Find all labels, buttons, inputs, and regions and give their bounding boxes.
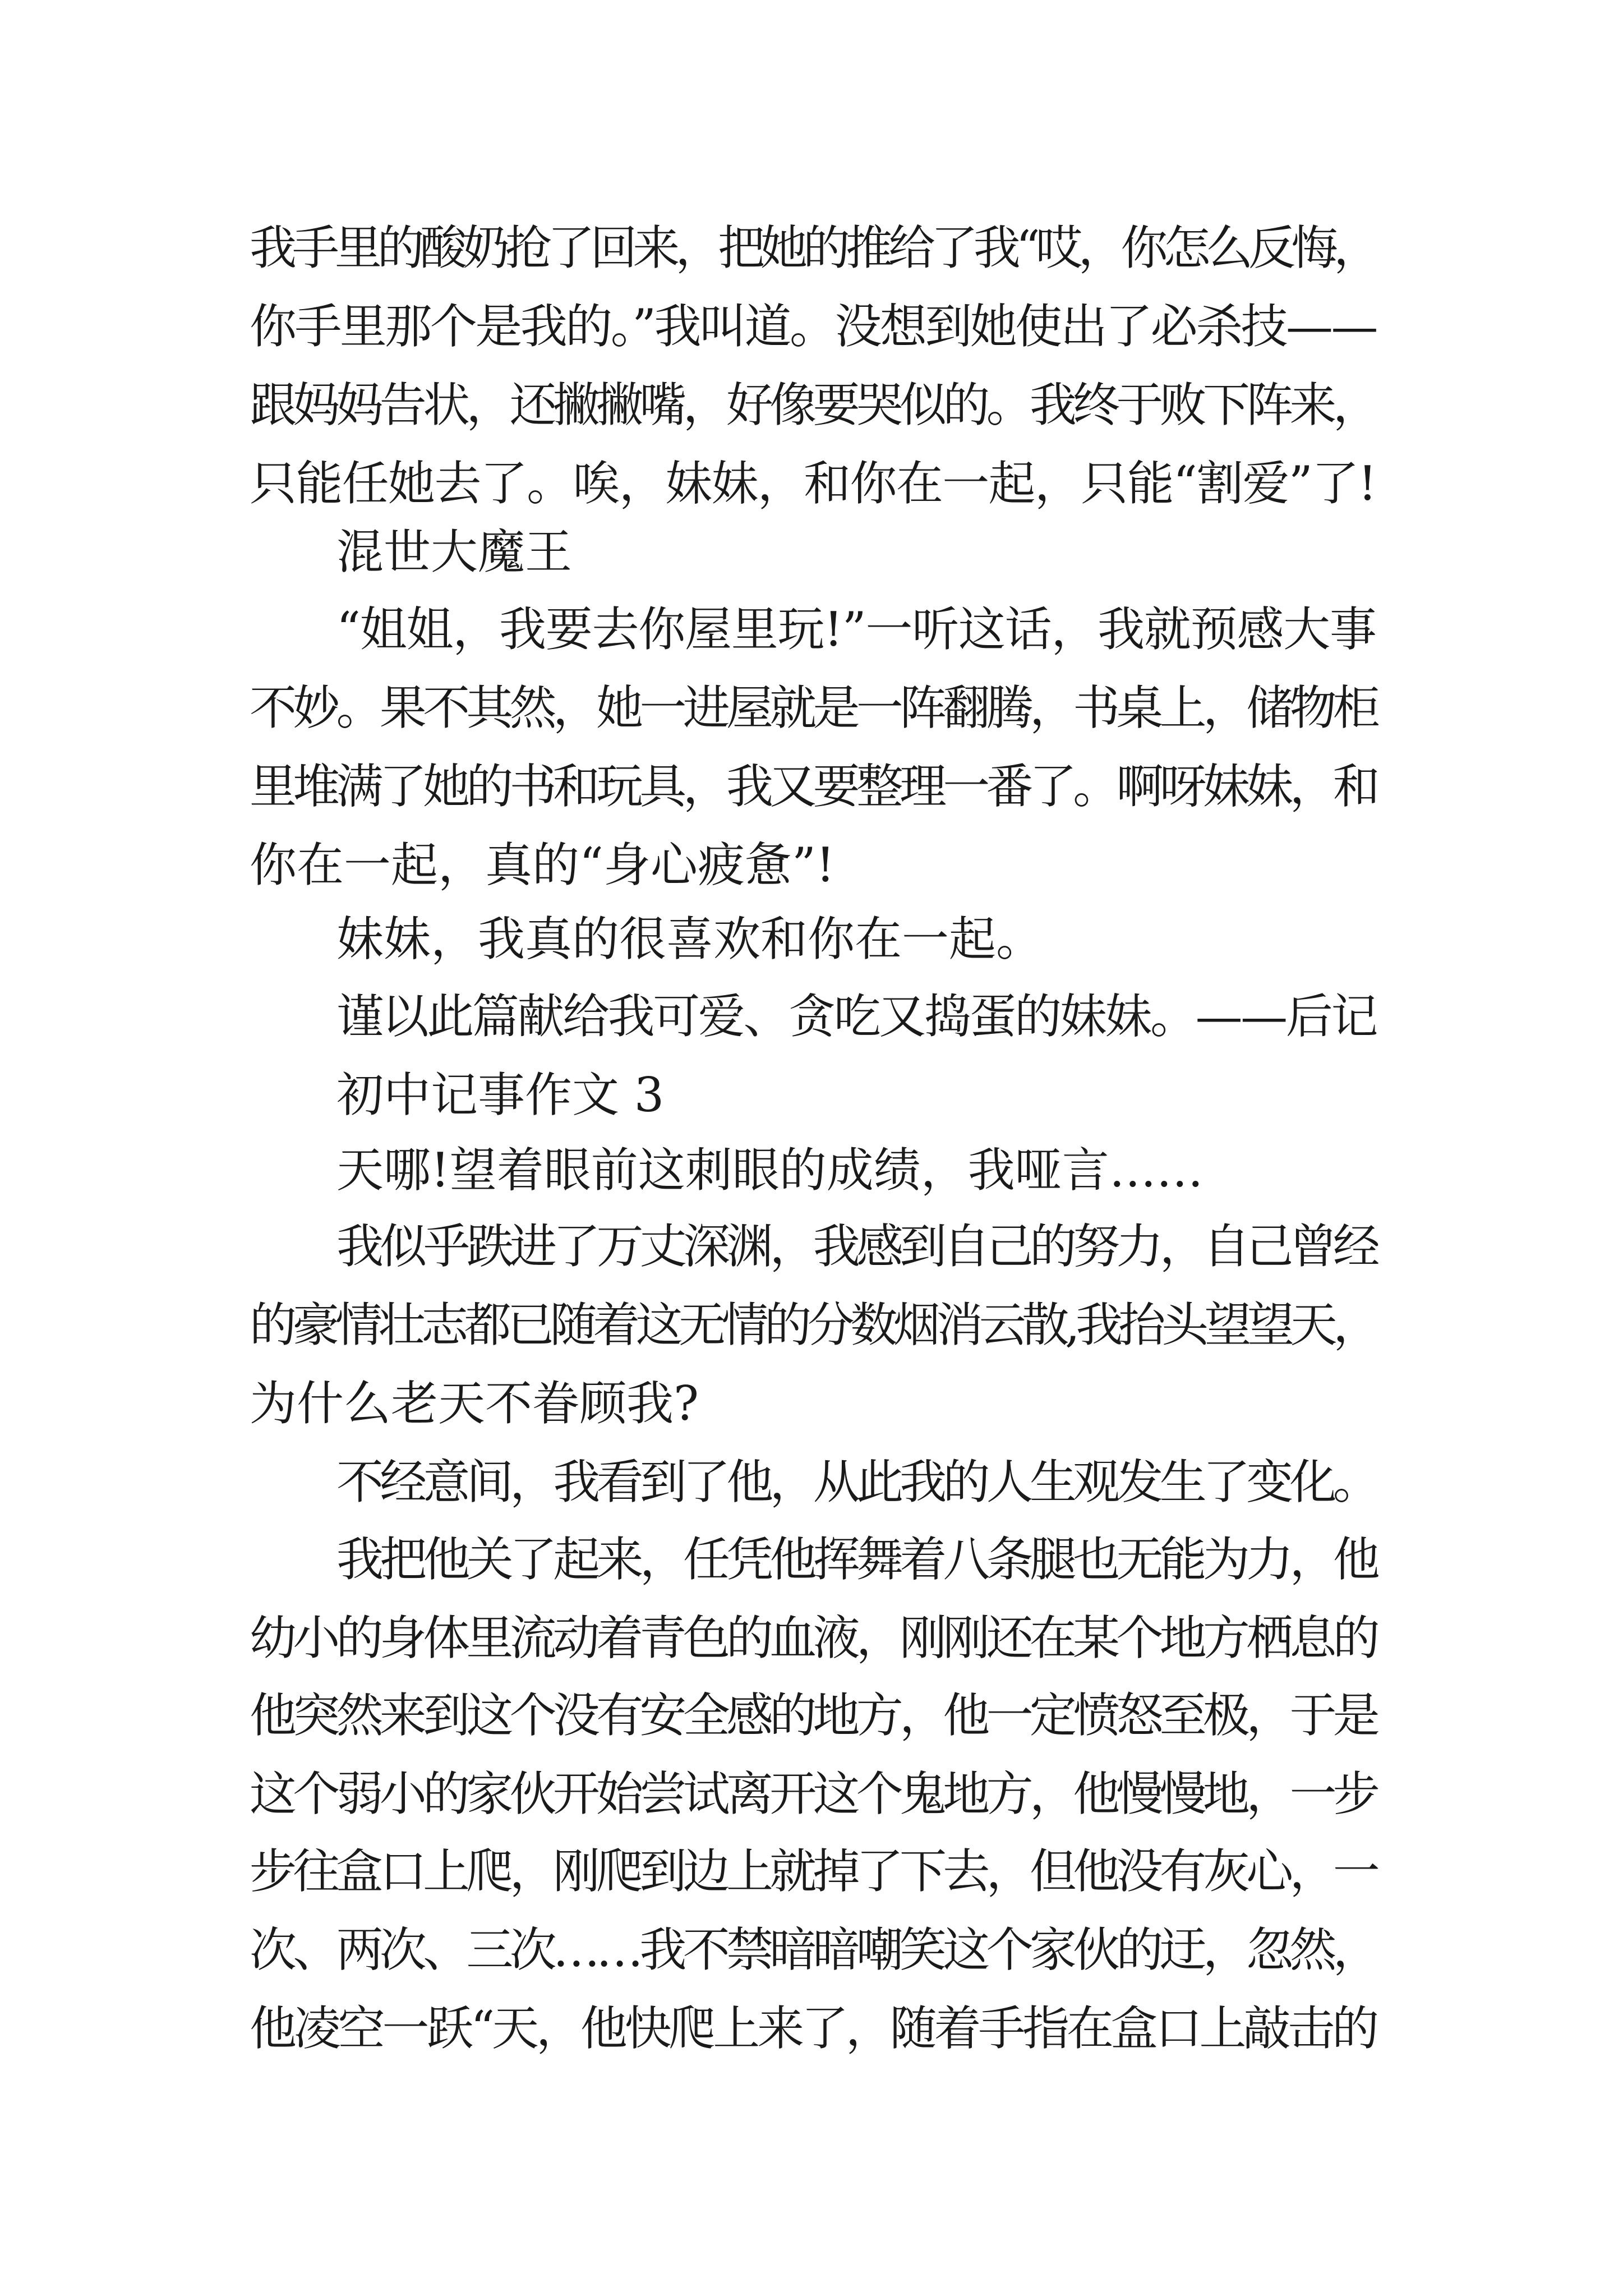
- text-line: 妹妹，我真的很喜欢和你在一起。: [336, 912, 1044, 967]
- text-line: 谨以此篇献给我可爱、贪吃又捣蛋的妹妹。——后记: [336, 989, 1377, 1044]
- text-line: 跟妈妈告状，还撇撇嘴，好像要哭似的。我终于败下阵来，: [250, 378, 1377, 432]
- text-line: 你手里那个是我的。”我叫道。没想到她使出了必杀技——: [250, 299, 1376, 354]
- section-heading: 混世大魔王: [336, 524, 573, 579]
- text-line: 只能任她去了。唉，妹妹，和你在一起，只能“割爱”了!: [250, 456, 1376, 511]
- text-line: 幼小的身体里流动着青色的血液，刚刚还在某个地方栖息的: [250, 1611, 1377, 1665]
- text-line: 我把他关了起来，任凭他挥舞着八条腿也无能为力，他: [336, 1532, 1377, 1587]
- text-line: 他凌空一跃“天，他快爬上来了，随着手指在盒口上敲击的: [250, 2001, 1376, 2056]
- text-line: 天哪!望着眼前这刺眼的成绩，我哑言……: [336, 1143, 1204, 1198]
- text-line: 我手里的酸奶抢了回来，把她的推给了我“哎，你怎么反悔，: [250, 220, 1376, 275]
- text-line: 我似乎跌进了万丈深渊，我感到自己的努力，自己曾经: [336, 1219, 1377, 1274]
- text-line: 步往盒口上爬，刚爬到边上就掉了下去，但他没有灰心，一: [250, 1844, 1377, 1899]
- text-line: 不妙。果不其然，她一进屋就是一阵翻腾，书桌上，储物柜: [250, 680, 1377, 735]
- text-line: 不经意间，我看到了他，从此我的人生观发生了变化。: [336, 1455, 1377, 1510]
- text-line: 次、两次、三次……我不禁暗暗嘲笑这个家伙的迂，忽然，: [250, 1922, 1377, 1977]
- text-line: 为什么老天不眷顾我?: [250, 1376, 699, 1431]
- text-line: 他突然来到这个没有安全感的地方，他一定愤怒至极，于是: [250, 1688, 1377, 1743]
- text-line: 这个弱小的家伙开始尝试离开这个鬼地方，他慢慢地，一步: [250, 1766, 1377, 1821]
- text-line: 的豪情壮志都已随着这无情的分数烟消云散,我抬头望望天，: [250, 1297, 1376, 1352]
- text-line: “姐姐，我要去你屋里玩!”一听这话，我就预感大事: [336, 602, 1376, 657]
- text-line: 你在一起，真的“身心疲惫”!: [250, 838, 835, 892]
- essay-title: 初中记事作文 3: [336, 1068, 665, 1122]
- text-line: 里堆满了她的书和玩具，我又要整理一番了。啊呀妹妹，和: [250, 759, 1377, 814]
